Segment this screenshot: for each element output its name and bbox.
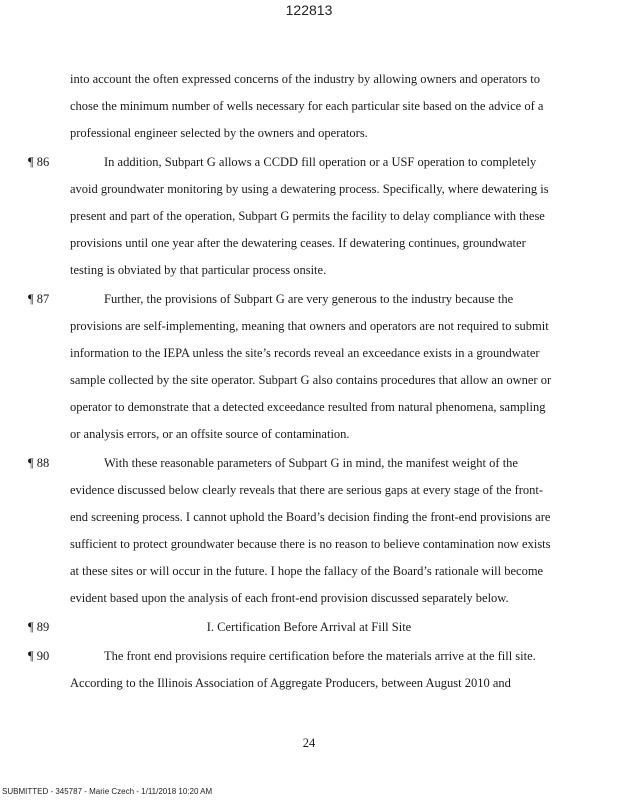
body-line: In addition, Subpart G allows a CCDD fill operation or a USF operation to completely: [104, 155, 537, 169]
section-heading: I. Certification Before Arrival at Fill Site: [206, 620, 412, 634]
body-line: operator to demonstrate that a detected exceedance resulted from natural phenomena, sampling: [70, 400, 546, 414]
body-line: avoid groundwater monitoring by using a dewatering process. Specifically, where dewatering is: [70, 182, 549, 196]
body-line: sample collected by the site operator. Subpart G also contains procedures that allow an owner or: [70, 373, 552, 387]
body-line: sufficient to protect groundwater because there is no reason to believe contamination now exists: [70, 537, 551, 551]
body-line: provisions are self-implementing, meaning that owners and operators are not required to submit: [70, 319, 549, 333]
paragraph-mark: ¶ 90: [28, 649, 50, 663]
paragraph-mark: ¶ 87: [28, 292, 50, 306]
paragraph-mark: ¶ 89: [28, 620, 50, 634]
body-line: at these sites or will occur in the future. I hope the fallacy of the Board’s rationale will become: [70, 564, 544, 578]
body-line: According to the Illinois Association of Aggregate Producers, between August 2010 and: [70, 676, 511, 690]
body-line: provisions until one year after the dewatering ceases. If dewatering continues, groundwater: [70, 236, 526, 250]
body-line: or analysis errors, or an offsite source of contamination.: [70, 427, 350, 441]
body-line: testing is obviated by that particular process onsite.: [70, 263, 327, 277]
submission-stamp: SUBMITTED - 345787 - Marie Czech - 1/11/2018 10:20 AM: [2, 787, 213, 796]
body-line: With these reasonable parameters of Subpart G in mind, the manifest weight of the: [104, 456, 518, 470]
body-line: present and part of the operation, Subpart G permits the facility to delay compliance with these: [70, 209, 545, 223]
body-line: professional engineer selected by the owners and operators.: [70, 126, 368, 140]
document-number: 122813: [285, 2, 333, 18]
body-line: evident based upon the analysis of each front-end provision discussed separately below.: [70, 591, 509, 605]
paragraph-mark: ¶ 86: [28, 155, 50, 169]
body-line: evidence discussed below clearly reveals that there are serious gaps at every stage of the front-: [70, 483, 544, 497]
body-line: chose the minimum number of wells necessary for each particular site based on the advice of a: [70, 99, 544, 113]
body-line: information to the IEPA unless the site’s records reveal an exceedance exists in a groundwater: [70, 346, 540, 360]
body-line: into account the often expressed concerns of the industry by allowing owners and operators to: [70, 72, 541, 86]
page-number: 24: [302, 736, 316, 750]
body-line: The front end provisions require certification before the materials arrive at the fill site.: [104, 649, 536, 663]
paragraph-mark: ¶ 88: [28, 456, 50, 470]
body-line: Further, the provisions of Subpart G are very generous to the industry because the: [104, 292, 514, 306]
body-line: end screening process. I cannot uphold the Board’s decision finding the front-end provisions are: [70, 510, 551, 524]
